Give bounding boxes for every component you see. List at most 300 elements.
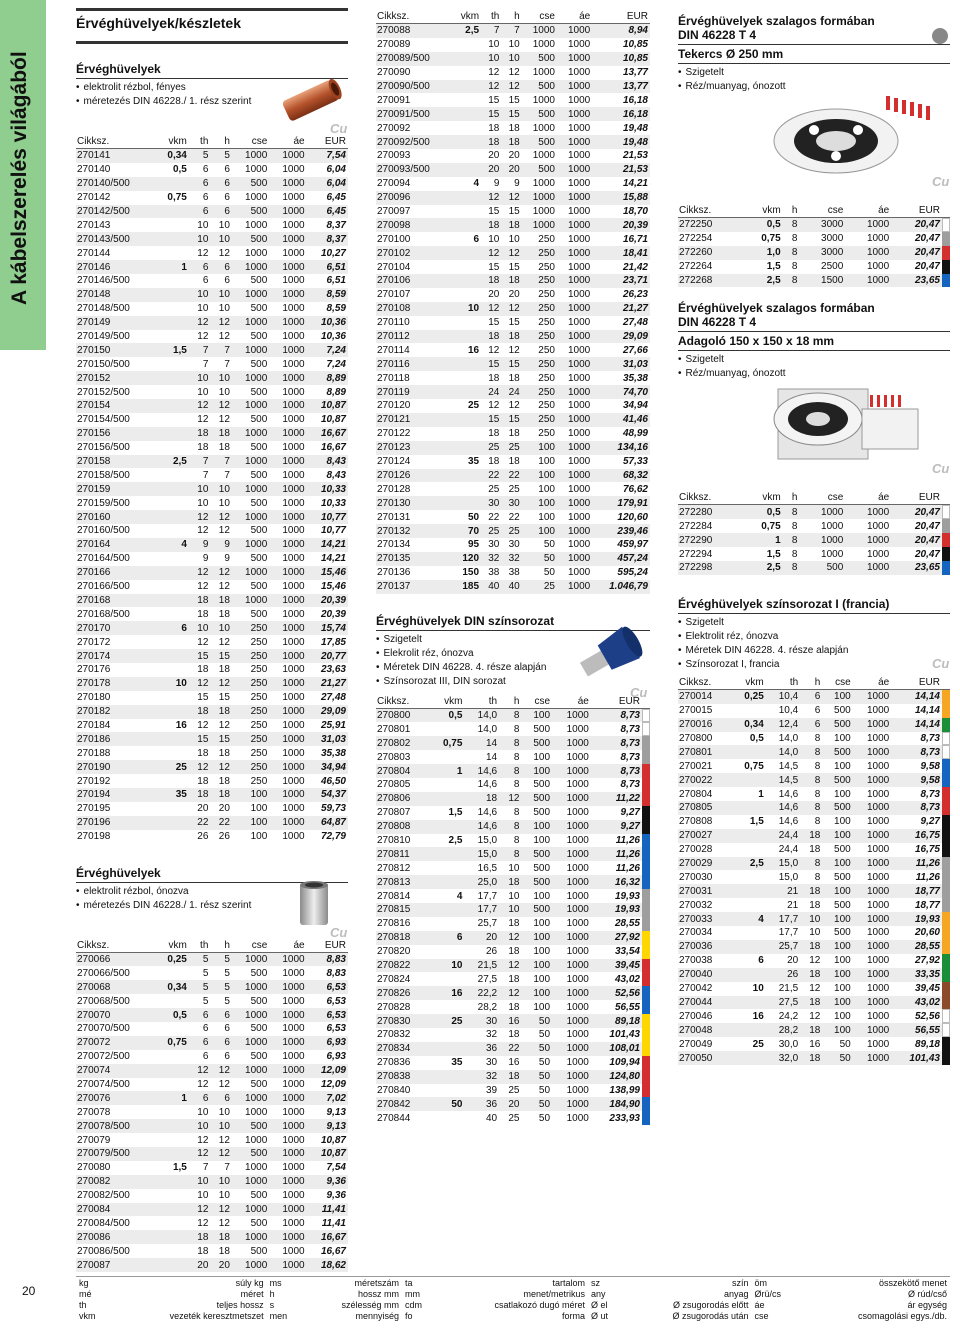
table-cell: 25 <box>508 1112 520 1124</box>
article-number: 270030 <box>679 871 713 883</box>
table-row <box>376 834 650 848</box>
table-cell <box>155 566 188 580</box>
table-cell: 2,5 <box>155 455 188 469</box>
table-row <box>678 996 950 1010</box>
article-number: 270028 <box>679 844 713 856</box>
article-number: 270080 <box>77 1162 111 1174</box>
table-cell: 6 <box>758 955 764 967</box>
price-cell: 72,79 <box>320 831 346 843</box>
table-row <box>678 260 950 274</box>
table-cell: 1000 <box>269 510 306 524</box>
table-cell: 1000 <box>245 164 268 176</box>
table-cell: 10 <box>508 233 520 245</box>
article-number: 270176 <box>77 664 111 676</box>
legend-abbr: Ø el <box>591 1299 608 1310</box>
table-cell: 100 <box>232 788 269 802</box>
article-number: 270078 <box>77 1106 111 1118</box>
article-number: 270188 <box>77 747 111 759</box>
table-cell: 10 <box>218 219 230 231</box>
table-cell: 30 <box>488 539 500 551</box>
section-title <box>678 14 950 42</box>
price-cell: 10,77 <box>320 525 346 537</box>
table-cell: 250 <box>538 344 555 356</box>
table-cell: 14,0 <box>766 745 800 759</box>
color-swatch <box>642 861 650 875</box>
table-row <box>76 343 348 357</box>
price-cell: 16,71 <box>622 233 648 245</box>
table-cell <box>451 482 481 496</box>
table-cell <box>430 1084 465 1098</box>
table-cell: 1000 <box>269 316 306 330</box>
table-row <box>678 898 950 912</box>
table-cell: 100 <box>533 1001 551 1013</box>
table-cell: 1000 <box>269 1203 306 1217</box>
table-cell: 1000 <box>232 1008 269 1022</box>
table-cell: 1000 <box>269 952 306 966</box>
table-cell: 17,7 <box>766 912 800 926</box>
table-cell: 27,5 <box>477 973 498 985</box>
table-cell: 7 <box>224 358 230 370</box>
table-row <box>76 1175 348 1189</box>
table-cell: 18 <box>800 884 822 898</box>
page-number: 20 <box>22 1284 36 1298</box>
table-cell: 17,7 <box>477 890 498 902</box>
table-cell: 15 <box>508 206 520 218</box>
table-cell: 1000 <box>552 986 591 1000</box>
article-number: 270097 <box>377 206 411 218</box>
color-swatch <box>942 547 950 561</box>
table-row <box>76 649 348 663</box>
table-cell: 14,6 <box>477 779 498 791</box>
table-cell <box>731 1051 765 1065</box>
column-header: áe <box>552 695 591 709</box>
article-number: 270031 <box>678 884 731 898</box>
article-number: 270082/500 <box>77 1190 130 1202</box>
table-cell: 1000 <box>282 386 305 398</box>
table-cell: 18 <box>809 899 821 911</box>
table-cell: 1000 <box>566 862 589 874</box>
table-row <box>678 1009 950 1023</box>
title-line: DIN 46228 T 4 <box>678 28 757 42</box>
table-cell: 1000 <box>866 871 890 883</box>
table-row <box>376 482 650 496</box>
price-cell: 33,54 <box>614 946 640 958</box>
article-number: 270104 <box>377 261 411 273</box>
table-row <box>376 580 650 594</box>
table-cell: 20 <box>488 289 500 301</box>
table-cell: 16 <box>430 986 465 1000</box>
table-cell: 12 <box>210 399 232 413</box>
price-cell: 16,67 <box>307 427 348 441</box>
article-number: 270088 <box>376 24 451 38</box>
article-number: 272264 <box>679 261 713 273</box>
table-cell: 500 <box>250 581 268 593</box>
table-cell: 1000 <box>232 371 269 385</box>
table-cell: 1000 <box>282 164 305 176</box>
price-cell: 31,03 <box>592 357 650 371</box>
table-cell: 16,5 <box>477 862 498 874</box>
table-cell: 38 <box>488 567 500 579</box>
table-cell <box>155 966 188 980</box>
table-cell: 1000 <box>522 218 557 232</box>
table-cell: 12 <box>189 510 211 524</box>
table-cell: 1000 <box>799 533 845 547</box>
article-number: 270826 <box>376 986 430 1000</box>
table-cell <box>451 38 481 52</box>
table-cell: 1000 <box>557 580 592 594</box>
price-cell: 8,73 <box>920 733 940 745</box>
article-number: 270198 <box>77 831 111 843</box>
article-number: 270810 <box>377 834 411 846</box>
table-cell: 6 <box>189 177 211 191</box>
price-cell: 459,97 <box>617 539 648 551</box>
table-cell: 1000 <box>557 302 592 316</box>
table-cell: 1000 <box>853 1051 892 1065</box>
table-cell: 9 <box>493 178 500 190</box>
table-cell: 8 <box>791 520 798 532</box>
price-cell: 124,80 <box>591 1070 642 1084</box>
table-cell: 18 <box>481 218 501 232</box>
article-number: 270164/500 <box>77 553 130 565</box>
color-swatch <box>642 1000 650 1014</box>
article-number: 270050 <box>678 1051 731 1065</box>
table-cell: 15 <box>488 206 500 218</box>
table-cell: 1000 <box>866 1038 890 1050</box>
table-cell: 1 <box>758 788 764 800</box>
table-row <box>76 288 348 302</box>
table-cell: 100 <box>533 751 551 763</box>
table-cell: 1000 <box>282 469 305 481</box>
table-cell: 20 <box>488 150 500 162</box>
table-cell: 18 <box>800 1023 822 1037</box>
table-cell: 250 <box>250 775 268 787</box>
table-cell: 10,4 <box>778 705 799 717</box>
table-cell: 8 <box>814 788 821 800</box>
color-swatch <box>642 847 650 861</box>
price-cell: 35,38 <box>622 372 648 384</box>
table-row <box>376 764 650 778</box>
table-cell: 25 <box>752 1038 764 1050</box>
table-cell: 10 <box>508 39 520 51</box>
table-cell: 14 <box>464 736 499 750</box>
table-cell: 25,7 <box>766 940 800 954</box>
table-cell: 17,7 <box>778 927 799 939</box>
table-row <box>76 510 348 524</box>
title-line: Érvéghüvelyek szalagos formában <box>678 14 875 28</box>
price-cell: 15,46 <box>320 581 346 593</box>
table-row <box>678 968 950 982</box>
table-cell: 10 <box>189 621 211 635</box>
table-row <box>76 802 348 816</box>
legend-abbr: men <box>269 1310 288 1321</box>
table-cell: 12 <box>218 247 230 259</box>
table-row <box>76 413 348 427</box>
article-number: 270154/500 <box>77 414 130 426</box>
product-table <box>376 10 650 594</box>
product-area <box>76 81 348 136</box>
table-cell: 26 <box>197 831 209 843</box>
table-cell <box>731 843 765 857</box>
table-cell <box>155 1147 188 1161</box>
legend-abbr: mm <box>405 1288 421 1299</box>
article-number: 270086/500 <box>77 1245 130 1257</box>
article-number: 270844 <box>377 1112 411 1124</box>
article-number: 270149/500 <box>77 331 130 343</box>
article-number: 270140 <box>77 164 111 176</box>
price-cell: 6,04 <box>307 177 348 191</box>
table-cell: 12 <box>189 677 211 691</box>
price-cell: 14,21 <box>622 178 648 190</box>
table-cell: 0,25 <box>155 952 188 966</box>
table-cell: 500 <box>822 801 852 815</box>
cu-mark: Cu <box>330 924 348 940</box>
table-cell: 1000 <box>232 538 269 552</box>
table-cell: 10 <box>197 1190 209 1202</box>
column-header: th <box>189 939 211 953</box>
table-cell: 15 <box>488 94 500 106</box>
table-cell: 500 <box>822 773 852 787</box>
table-cell: 12 <box>218 581 230 593</box>
price-cell: 52,56 <box>591 986 642 1000</box>
table-cell: 22 <box>481 469 501 483</box>
feature-item: • Színsorozat I, francia <box>678 658 950 672</box>
column-header: Cikksz. <box>76 939 155 953</box>
table-cell: 12 <box>210 1203 232 1217</box>
table-row <box>76 760 348 774</box>
table-row <box>376 232 650 246</box>
column-header: EUR <box>307 939 348 953</box>
table-cell: 30 <box>481 496 501 510</box>
price-cell: 21,53 <box>592 163 650 177</box>
table-cell: 1000 <box>845 505 891 519</box>
table-cell: 500 <box>250 608 268 620</box>
table-cell <box>155 1050 188 1064</box>
table-row <box>376 24 650 38</box>
table-cell: 18 <box>218 664 230 676</box>
table-cell: 500 <box>822 718 852 732</box>
price-cell: 9,58 <box>920 760 940 772</box>
color-swatch <box>942 232 950 246</box>
table-row <box>376 552 650 566</box>
color-swatch <box>642 917 650 931</box>
article-number: 270098 <box>376 218 451 232</box>
column-header: vkm <box>451 10 481 24</box>
table-row <box>678 857 950 871</box>
table-row <box>376 736 650 750</box>
color-swatch <box>942 870 950 884</box>
article-number: 270180 <box>77 692 111 704</box>
table-cell <box>155 274 188 288</box>
table-cell: 14,0 <box>464 708 499 722</box>
table-cell: 8 <box>513 834 520 846</box>
table-cell: 1000 <box>566 779 589 791</box>
table-cell: 1000 <box>282 442 305 454</box>
table-cell: 1000 <box>532 94 555 106</box>
table-row <box>76 746 348 760</box>
article-number: 270820 <box>377 946 411 958</box>
table-cell <box>155 510 188 524</box>
article-number: 270112 <box>376 330 451 344</box>
table-cell: 12 <box>189 316 211 330</box>
table-cell <box>430 750 465 764</box>
price-cell: 19,93 <box>891 912 942 926</box>
table-cell: 100 <box>834 816 851 828</box>
legend-meaning: mennyiség <box>355 1310 400 1321</box>
article-number: 270135 <box>376 552 451 566</box>
color-swatch <box>942 533 950 547</box>
article-number: 270836 <box>377 1057 411 1069</box>
table-cell: 12 <box>189 566 211 580</box>
table-cell: 1000 <box>552 792 591 806</box>
table-cell: 12 <box>508 344 520 356</box>
feature-item: • Réz/muanyag, ónozott <box>678 80 950 94</box>
table-cell: 18 <box>481 135 501 149</box>
color-swatch <box>942 898 950 912</box>
table-row <box>76 149 348 163</box>
article-number: 270093/500 <box>376 163 451 177</box>
table-cell: 18 <box>197 1245 209 1257</box>
certification-logo <box>932 28 948 44</box>
table-cell: 1000 <box>567 511 591 523</box>
table-cell: 100 <box>822 689 852 703</box>
table-cell: 12 <box>501 80 521 94</box>
table-cell: 0,5 <box>742 218 783 232</box>
table-cell <box>430 1070 465 1084</box>
price-cell: 20,47 <box>914 233 940 245</box>
table-cell: 10 <box>218 1190 230 1202</box>
table-cell: 39 <box>486 1085 498 1096</box>
color-swatch <box>642 875 650 889</box>
table-row <box>76 732 348 746</box>
color-swatch <box>942 996 950 1010</box>
table-cell: 1000 <box>567 317 591 329</box>
table-cell: 20 <box>501 163 521 177</box>
legend-meaning: szín <box>731 1277 749 1288</box>
table-cell <box>155 1244 188 1258</box>
table-cell: 1000 <box>567 150 591 162</box>
table-cell: 1000 <box>245 1134 268 1146</box>
table-cell: 25 <box>467 400 480 412</box>
price-cell: 74,70 <box>592 385 650 399</box>
table-cell: 1000 <box>557 24 592 38</box>
price-cell: 20,60 <box>914 927 940 939</box>
table-cell <box>451 385 481 399</box>
article-number: 270811 <box>376 847 430 861</box>
article-number: 270121 <box>376 413 451 427</box>
table-cell: 500 <box>250 967 268 979</box>
table-cell: 1000 <box>532 67 555 79</box>
table-cell: 50 <box>839 1038 851 1050</box>
table-cell: 32 <box>481 552 501 566</box>
color-swatch <box>942 519 950 533</box>
table-row <box>376 52 650 66</box>
article-number: 270090 <box>377 67 411 79</box>
price-cell: 9,58 <box>891 773 942 787</box>
table-cell: 1000 <box>866 705 890 717</box>
table-row <box>376 455 650 469</box>
table-cell: 6 <box>202 1023 209 1035</box>
table-cell: 8 <box>499 708 521 722</box>
table-row <box>376 343 650 357</box>
table-cell: 100 <box>834 955 851 967</box>
price-cell: 23,65 <box>891 561 942 575</box>
price-cell: 8,73 <box>620 751 640 763</box>
table-cell: 0,5 <box>742 505 783 519</box>
price-cell: 20,47 <box>891 246 942 260</box>
table-cell: 15 <box>189 649 211 663</box>
price-cell: 10,36 <box>307 316 348 330</box>
table-cell: 10 <box>488 39 500 51</box>
price-cell: 7,24 <box>307 343 348 357</box>
table-cell: 12 <box>197 636 209 648</box>
table-cell: 10 <box>197 1106 209 1118</box>
column-header: cse <box>232 135 269 149</box>
table-cell: 16 <box>175 719 187 731</box>
table-cell: 10 <box>508 890 520 902</box>
table-cell: 25,7 <box>477 918 498 930</box>
table-row <box>76 594 348 608</box>
table-cell: 100 <box>521 931 552 945</box>
table-cell: 1000 <box>845 533 891 547</box>
article-number: 272298 <box>678 561 742 575</box>
table-cell: 1000 <box>282 995 305 1007</box>
table-row <box>376 260 650 274</box>
table-cell: 100 <box>822 857 852 871</box>
color-swatch <box>942 857 950 871</box>
table-cell: 1000 <box>552 1070 591 1084</box>
price-cell: 6,04 <box>326 164 346 176</box>
table-cell: 8 <box>783 533 800 547</box>
table-cell: 18 <box>800 968 822 982</box>
table-cell: 1000 <box>866 816 890 828</box>
table-cell: 1000 <box>532 122 555 134</box>
article-number: 270148/500 <box>77 303 130 315</box>
legend-abbr: mé <box>79 1288 92 1299</box>
article-number: 270838 <box>376 1070 430 1084</box>
article-number: 270096 <box>376 191 451 205</box>
cu-mark: Cu <box>932 461 950 477</box>
table-row <box>76 1161 348 1175</box>
table-cell <box>155 649 188 663</box>
table-cell: 30,0 <box>778 1038 799 1050</box>
table-cell: 1000 <box>269 427 306 441</box>
color-swatch <box>942 505 950 519</box>
price-cell: 20,39 <box>592 218 650 232</box>
table-cell: 12 <box>499 986 521 1000</box>
table-cell: 1000 <box>232 594 269 608</box>
column-header: cse <box>232 939 269 953</box>
color-swatch <box>942 884 950 898</box>
table-cell: 7 <box>210 343 232 357</box>
table-cell <box>451 218 481 232</box>
table-cell: 9 <box>514 178 520 190</box>
table-cell: 8 <box>800 773 822 787</box>
table-cell: 4 <box>473 178 480 190</box>
table-cell: 10 <box>197 303 209 315</box>
table-cell: 1000 <box>853 996 892 1010</box>
table-cell: 26 <box>486 946 498 958</box>
table-cell: 1000 <box>282 581 305 593</box>
table-row <box>76 994 348 1008</box>
table-cell: 1000 <box>232 260 269 274</box>
table-cell: 15 <box>481 357 501 371</box>
table-cell: 10 <box>197 219 209 231</box>
article-number: 270150/500 <box>77 358 130 370</box>
table-cell: 1000 <box>245 247 268 259</box>
table-cell: 22,2 <box>464 986 499 1000</box>
table-row <box>76 191 348 205</box>
table-cell <box>155 468 188 482</box>
